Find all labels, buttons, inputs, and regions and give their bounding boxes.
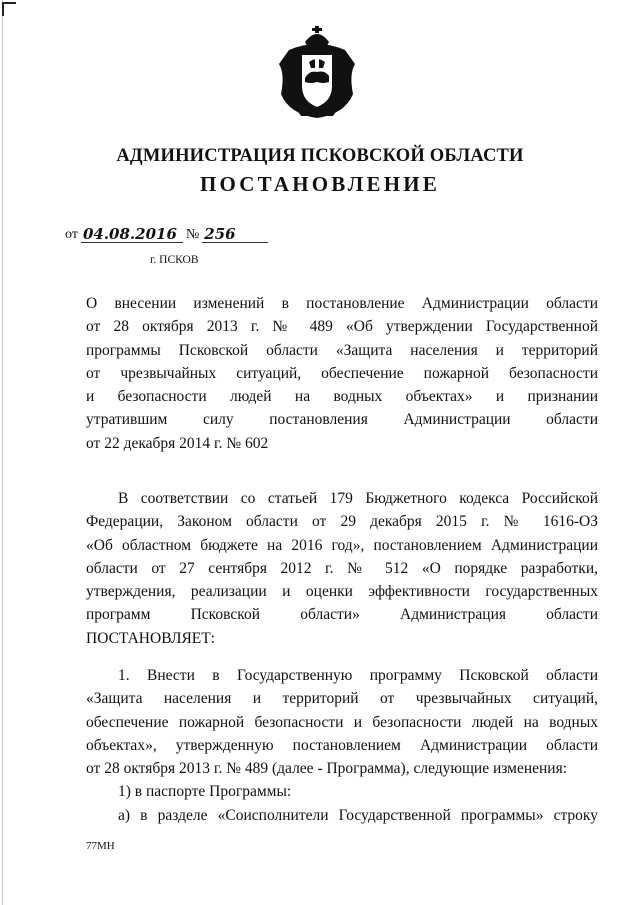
corner-mark xyxy=(2,2,16,16)
organization-heading: АДМИНИСТРАЦИЯ ПСКОВСКОЙ ОБЛАСТИ xyxy=(116,146,524,166)
preamble-line: программ Псковской области» Администрация области xyxy=(86,606,598,624)
title-line: утратившим силу постановления Администрации области xyxy=(86,411,598,429)
preamble-paragraph xyxy=(86,487,598,650)
item-line: «Защита населения и территорий от чрезвычайных ситуаций, xyxy=(86,690,598,708)
item-line: 1. Внести в Государственную программу Псковской области xyxy=(118,667,598,684)
coat-of-arms-emblem xyxy=(275,24,359,120)
item-line: объектах», утвержденную постановлением Администрации области xyxy=(86,736,598,754)
footer-code: 77МН xyxy=(86,840,115,852)
item-line: от 28 октября 2013 г. № 489 (далее - Программа), следующие изменения: xyxy=(86,760,568,778)
sub-item-1a: а) в разделе «Соисполнители Государственной программы» строку xyxy=(118,806,598,824)
title-line: от 28 октября 2013 г. № 489 «Об утверждении Государственной xyxy=(86,318,598,336)
preamble-line: утверждения, реализации и оценки эффективности государственных xyxy=(86,583,598,601)
number-prefix: № xyxy=(185,227,200,242)
title-line: программы Псковской области «Защита населения и территорий xyxy=(86,341,598,359)
document-type-heading: ПОСТАНОВЛЕНИЕ xyxy=(199,172,441,196)
sub-item-1: 1) в паспорте Программы: xyxy=(118,783,292,801)
preamble-line: Федерации, Законом области от 29 декабря 2015 г. № 1616-ОЗ xyxy=(86,513,598,531)
title-line: от чрезвычайных ситуаций, обеспечение пожарной безопасности xyxy=(86,364,598,382)
item-line: обеспечение пожарной безопасности и безопасности людей на водных xyxy=(86,713,598,731)
document-place: г. ПСКОВ xyxy=(150,254,199,266)
title-line: О внесении изменений в постановление Администрации области xyxy=(86,295,598,312)
resolution-keyword: ПОСТАНОВЛЯЕТ: xyxy=(86,629,216,647)
page-edge xyxy=(2,0,3,905)
preamble-line: «Об областном бюджете на 2016 год», постановлением Администрации xyxy=(86,536,598,554)
title-line: от 22 декабря 2014 г. № 602 xyxy=(86,434,269,452)
document-date: 04.08.2016 xyxy=(81,226,183,243)
document-title xyxy=(86,292,598,455)
title-line: и безопасности людей на водных объектах» и признании xyxy=(86,388,598,406)
preamble-line: области от 27 сентября 2012 г. № 512 «О порядке разработки, xyxy=(86,559,598,577)
date-prefix: от xyxy=(65,227,78,242)
item-1-paragraph xyxy=(86,664,598,827)
document-number: 256 xyxy=(202,226,268,243)
preamble-line: В соответствии со статьей 179 Бюджетного кодекса Российской xyxy=(118,490,598,507)
document-meta xyxy=(62,226,268,243)
